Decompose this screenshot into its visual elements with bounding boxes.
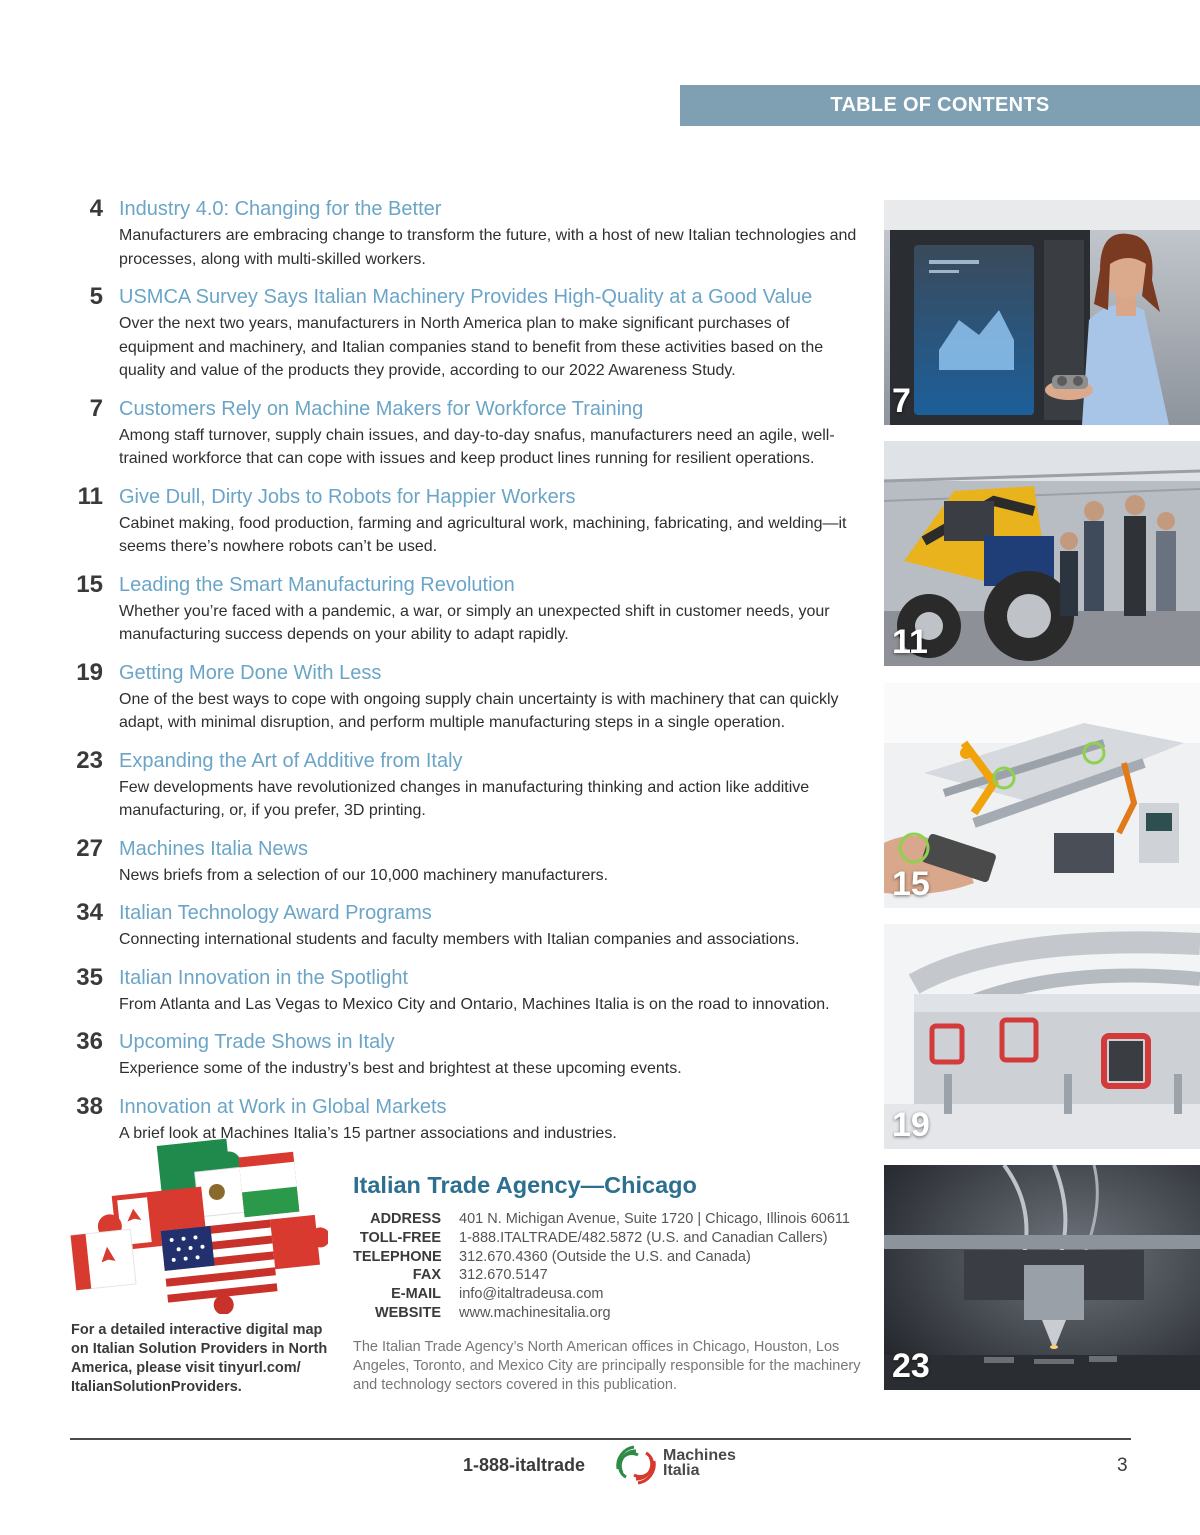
toc-entry[interactable] bbox=[60, 482, 866, 559]
toc-entry[interactable] bbox=[60, 898, 866, 952]
toc-list bbox=[60, 194, 866, 1156]
toc-title[interactable]: Machines Italia News bbox=[119, 837, 308, 860]
photo-page-label: 15 bbox=[892, 865, 930, 903]
toc-banner: TABLE OF CONTENTS bbox=[680, 85, 1200, 126]
toc-entry[interactable] bbox=[60, 746, 866, 823]
toc-page-number: 7 bbox=[89, 394, 103, 422]
toc-title[interactable]: Customers Rely on Machine Makers for Workforce Training bbox=[119, 397, 644, 420]
toc-entry[interactable] bbox=[60, 282, 866, 383]
toc-page-number: 19 bbox=[76, 658, 103, 686]
photo-page-label: 23 bbox=[892, 1347, 930, 1385]
toc-page-number: 36 bbox=[76, 1028, 103, 1055]
toc-title[interactable]: Innovation at Work in Global Markets bbox=[119, 1095, 447, 1118]
toc-description: Experience some of the industry’s best and brightest at these upcoming events. bbox=[119, 1060, 682, 1077]
website-link[interactable]: www.machinesitalia.org bbox=[459, 1304, 611, 1321]
contact-value[interactable]: 1-888.ITALTRADE/482.5872 (U.S. and Canadian Callers) bbox=[459, 1229, 828, 1246]
contact-label: WEBSITE bbox=[374, 1304, 441, 1321]
photo-page-label: 11 bbox=[892, 623, 928, 661]
contact-value: 312.670.5147 bbox=[459, 1267, 548, 1284]
agency-contacts bbox=[353, 1211, 850, 1324]
logo-wordmark bbox=[663, 1448, 736, 1478]
photo-page-label: 7 bbox=[892, 382, 911, 420]
offices-note: The Italian Trade Agency’s North American offices in Chicago, Houston, Los Angeles, Toronto, and Mexico City are principally responsible for the machinery and technology sectors covered in this publication. bbox=[353, 1339, 861, 1393]
toc-title[interactable]: Leading the Smart Manufacturing Revolution bbox=[119, 573, 515, 596]
toc-title[interactable]: Italian Technology Award Programs bbox=[119, 902, 432, 924]
toc-page-number: 34 bbox=[76, 899, 103, 926]
toc-page-number: 35 bbox=[76, 963, 103, 991]
contact-label: TOLL-FREE bbox=[359, 1229, 441, 1246]
toc-page-number: 38 bbox=[76, 1092, 103, 1120]
footer-divider bbox=[70, 1438, 1131, 1440]
smart-factory-photo[interactable] bbox=[884, 683, 1200, 908]
toc-entry[interactable] bbox=[60, 658, 866, 735]
toc-description: Few developments have revolutionized changes in manufacturing thinking and action like additive manufacturing, or, if you prefer, 3D printing. bbox=[119, 778, 810, 819]
contact-label: FAX bbox=[412, 1267, 441, 1284]
toc-description: One of the best ways to cope with ongoing supply chain uncertainty is with machinery that can quickly adapt, with minimal disruption, and perform multiple manufacturing steps in a single operation. bbox=[119, 690, 839, 731]
footer-phone[interactable]: 1-888-italtrade bbox=[463, 1455, 586, 1475]
toc-description: Whether you’re faced with a pandemic, a war, or simply an unexpected shift in customer needs, your manufacturing success depends on your ability to adapt rapidly. bbox=[119, 602, 830, 643]
contact-label: ADDRESS bbox=[370, 1211, 441, 1227]
agency-title: Italian Trade Agency—Chicago bbox=[353, 1172, 697, 1198]
toc-title[interactable]: Getting More Done With Less bbox=[119, 661, 382, 684]
logo-line2: Italia bbox=[663, 1462, 700, 1479]
toc-description: From Atlanta and Las Vegas to Mexico City and Ontario, Machines Italia is on the road to innovation. bbox=[119, 995, 830, 1013]
contact-row bbox=[353, 1286, 850, 1305]
tractor-workshop-photo[interactable] bbox=[884, 441, 1200, 666]
contact-value[interactable]: 312.670.4360 (Outside the U.S. and Canada) bbox=[459, 1248, 751, 1265]
contact-value: 401 N. Michigan Avenue, Suite 1720 | Chicago, Illinois 60611 bbox=[459, 1211, 850, 1227]
page-number: 3 bbox=[1117, 1455, 1128, 1476]
3d-printer-photo[interactable] bbox=[884, 1165, 1200, 1390]
logo-line1: Machines bbox=[663, 1447, 736, 1464]
contact-label: TELEPHONE bbox=[353, 1248, 442, 1265]
toc-description: Connecting international students and faculty members with Italian companies and associations. bbox=[119, 931, 800, 948]
contact-label: E-MAIL bbox=[391, 1286, 441, 1303]
contact-row bbox=[353, 1267, 850, 1286]
flags-puzzle-image bbox=[70, 1132, 328, 1314]
toc-page-number: 15 bbox=[76, 570, 103, 598]
toc-title[interactable]: Upcoming Trade Shows in Italy bbox=[119, 1031, 395, 1053]
toc-page-number: 27 bbox=[76, 834, 103, 862]
toc-title[interactable]: Expanding the Art of Additive from Italy bbox=[119, 749, 463, 772]
toc-title[interactable]: Italian Innovation in the Spotlight bbox=[119, 966, 409, 989]
map-note: For a detailed interactive digital map on Italian Solution Providers in North America, please visit tinyurl.com/ ItalianSolutionProviders. bbox=[71, 1322, 328, 1395]
toc-entry[interactable] bbox=[60, 394, 866, 471]
toc-description: Over the next two years, manufacturers in North America plan to make significant purchases of equipment and machinery, and Italian companies stand to benefit from these activities based on the quality and value of the products they provide, according to our 2022 Awareness Study. bbox=[119, 315, 824, 379]
toc-title[interactable]: Give Dull, Dirty Jobs to Robots for Happier Workers bbox=[119, 485, 576, 508]
industrial-machinery-photo[interactable] bbox=[884, 924, 1200, 1149]
contact-row bbox=[353, 1211, 850, 1230]
toc-description: News briefs from a selection of our 10,000 machinery manufacturers. bbox=[119, 866, 609, 884]
toc-title[interactable]: Industry 4.0: Changing for the Better bbox=[119, 198, 442, 220]
toc-entry[interactable] bbox=[60, 963, 866, 1017]
toc-title[interactable]: USMCA Survey Says Italian Machinery Provides High-Quality at a Good Value bbox=[119, 286, 813, 308]
woman-with-machine-photo[interactable] bbox=[884, 200, 1200, 425]
toc-entry[interactable] bbox=[60, 1027, 866, 1081]
contact-row bbox=[353, 1249, 850, 1268]
toc-page-number: 4 bbox=[89, 195, 103, 222]
toc-description: Cabinet making, food production, farming and agricultural work, machining, fabricating, and welding—it seems there’s nowhere robots can’t be used. bbox=[119, 514, 847, 555]
toc-page-number: 23 bbox=[76, 746, 103, 774]
contact-row bbox=[353, 1305, 850, 1324]
contact-row bbox=[353, 1230, 850, 1249]
toc-entry[interactable] bbox=[60, 570, 866, 647]
toc-description: Manufacturers are embracing change to transform the future, with a host of new Italian technologies and processes, along with multi-skilled workers. bbox=[119, 227, 857, 268]
toc-description: Among staff turnover, supply chain issues, and day-to-day snafus, manufacturers need an agile, well-trained workforce that can cope with issues and keep product lines running for resilient operations. bbox=[119, 426, 835, 467]
toc-page-number: 11 bbox=[77, 482, 103, 510]
toc-entry[interactable] bbox=[60, 834, 866, 888]
toc-description: A brief look at Machines Italia’s 15 partner associations and industries. bbox=[119, 1124, 617, 1142]
photo-page-label: 19 bbox=[892, 1106, 930, 1144]
email-link[interactable]: info@italtradeusa.com bbox=[459, 1286, 604, 1303]
toc-entry[interactable] bbox=[60, 194, 866, 271]
toc-page-number: 5 bbox=[89, 283, 103, 310]
